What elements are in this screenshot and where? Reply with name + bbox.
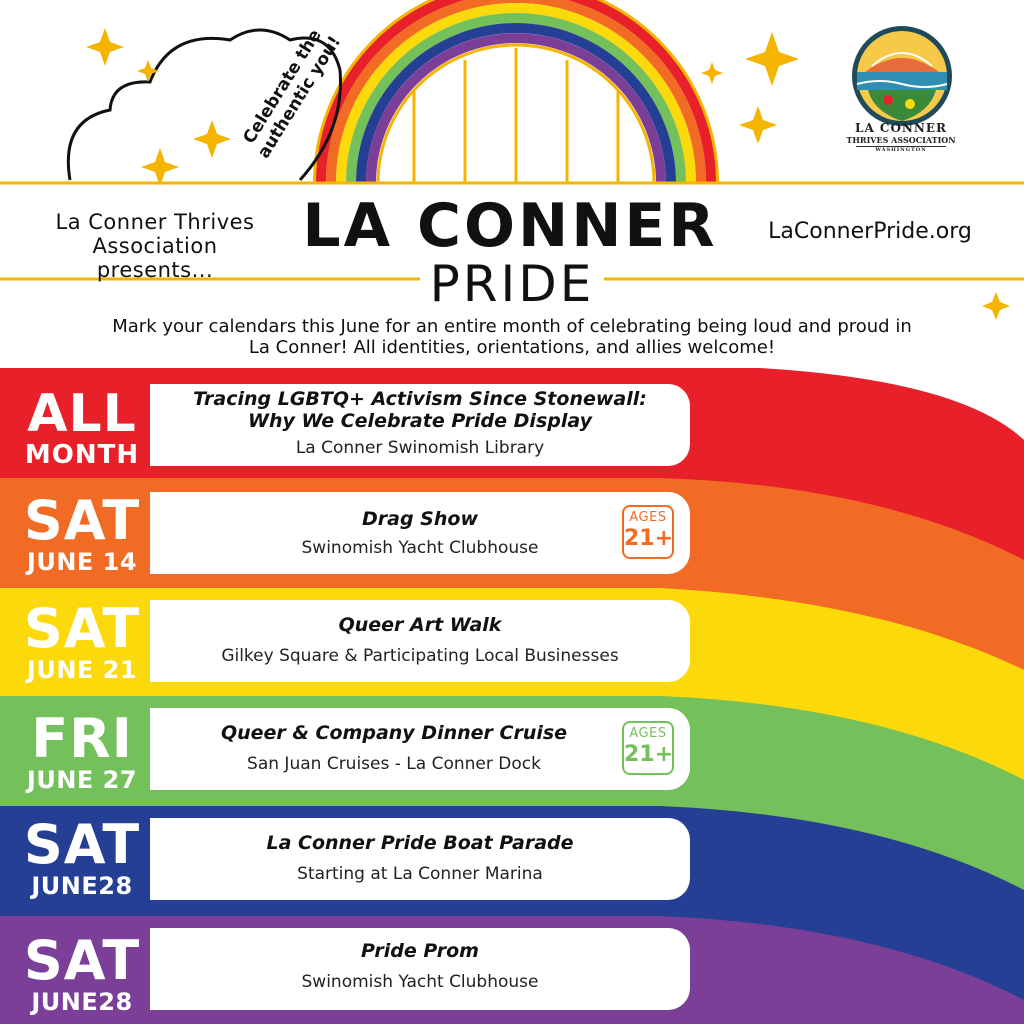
event-title: La Conner Pride Boat Parade xyxy=(266,832,574,854)
event-date-2 xyxy=(8,597,156,684)
event-day: SAT xyxy=(23,813,141,876)
bubble-text: Celebrate the authentic you! xyxy=(239,25,346,162)
intro-text: Mark your calendars this June for an entire month of celebrating being loud and proud in La Conner! All identities, orientations, and allies welcome! xyxy=(112,316,912,358)
event-date: JUNE 14 xyxy=(26,548,138,576)
event-date-3 xyxy=(8,707,156,794)
event-title: Drag Show xyxy=(362,508,478,530)
event-title: Tracing LGBTQ+ Activism Since Stonewall: Why We Celebrate Pride Display xyxy=(193,388,647,432)
event-day: FRI xyxy=(31,707,133,770)
event-title: Queer Art Walk xyxy=(338,614,502,636)
event-title: Queer & Company Dinner Cruise xyxy=(220,722,568,744)
logo-line-2: THRIVES ASSOCIATION xyxy=(846,135,956,145)
event-venue: Starting at La Conner Marina xyxy=(297,864,543,884)
event-venue: La Conner Swinomish Library xyxy=(295,438,545,458)
logo-line-1: LA CONNER xyxy=(855,121,947,135)
event-venue: Gilkey Square & Participating Local Businesses xyxy=(221,646,619,666)
event-date-5 xyxy=(8,929,156,1016)
event-card-1 xyxy=(150,492,690,574)
age-badge xyxy=(622,505,674,559)
event-date: JUNE 27 xyxy=(26,766,138,794)
badge-label: AGES xyxy=(629,726,667,741)
event-day: SAT xyxy=(23,489,141,552)
event-day: SAT xyxy=(23,597,141,660)
page-title: LA CONNER xyxy=(302,191,718,261)
website-link[interactable]: LaConnerPride.org xyxy=(768,219,972,244)
event-card-0 xyxy=(150,384,690,466)
rainbow-arch xyxy=(315,0,717,183)
badge-age: 21+ xyxy=(624,526,674,551)
event-date: JUNE28 xyxy=(31,872,133,900)
badge-age: 21+ xyxy=(624,742,674,767)
event-venue: San Juan Cruises - La Conner Dock xyxy=(247,754,541,774)
presenter-text: La Conner Thrives Association presents... xyxy=(55,210,255,282)
event-day: SAT xyxy=(23,929,141,992)
badge-label: AGES xyxy=(629,510,667,525)
event-date-4 xyxy=(8,813,156,900)
event-venue: Swinomish Yacht Clubhouse xyxy=(301,538,539,558)
event-date-0 xyxy=(8,384,156,470)
event-card-4 xyxy=(150,818,690,900)
event-day: ALL xyxy=(27,384,137,444)
event-date: JUNE 21 xyxy=(26,656,138,684)
event-card-3 xyxy=(150,708,690,790)
event-date: JUNE28 xyxy=(31,988,133,1016)
event-venue: Swinomish Yacht Clubhouse xyxy=(301,972,539,992)
event-title: Pride Prom xyxy=(361,940,479,962)
age-badge xyxy=(622,721,674,775)
event-date-1 xyxy=(8,489,156,576)
logo-line-3: WASHINGTON xyxy=(856,146,946,154)
page-subtitle: PRIDE xyxy=(429,255,595,313)
logo-text xyxy=(828,122,974,154)
event-date: MONTH xyxy=(24,440,140,470)
event-card-2 xyxy=(150,600,690,682)
event-card-5 xyxy=(150,928,690,1010)
logo-medallion xyxy=(852,26,952,126)
